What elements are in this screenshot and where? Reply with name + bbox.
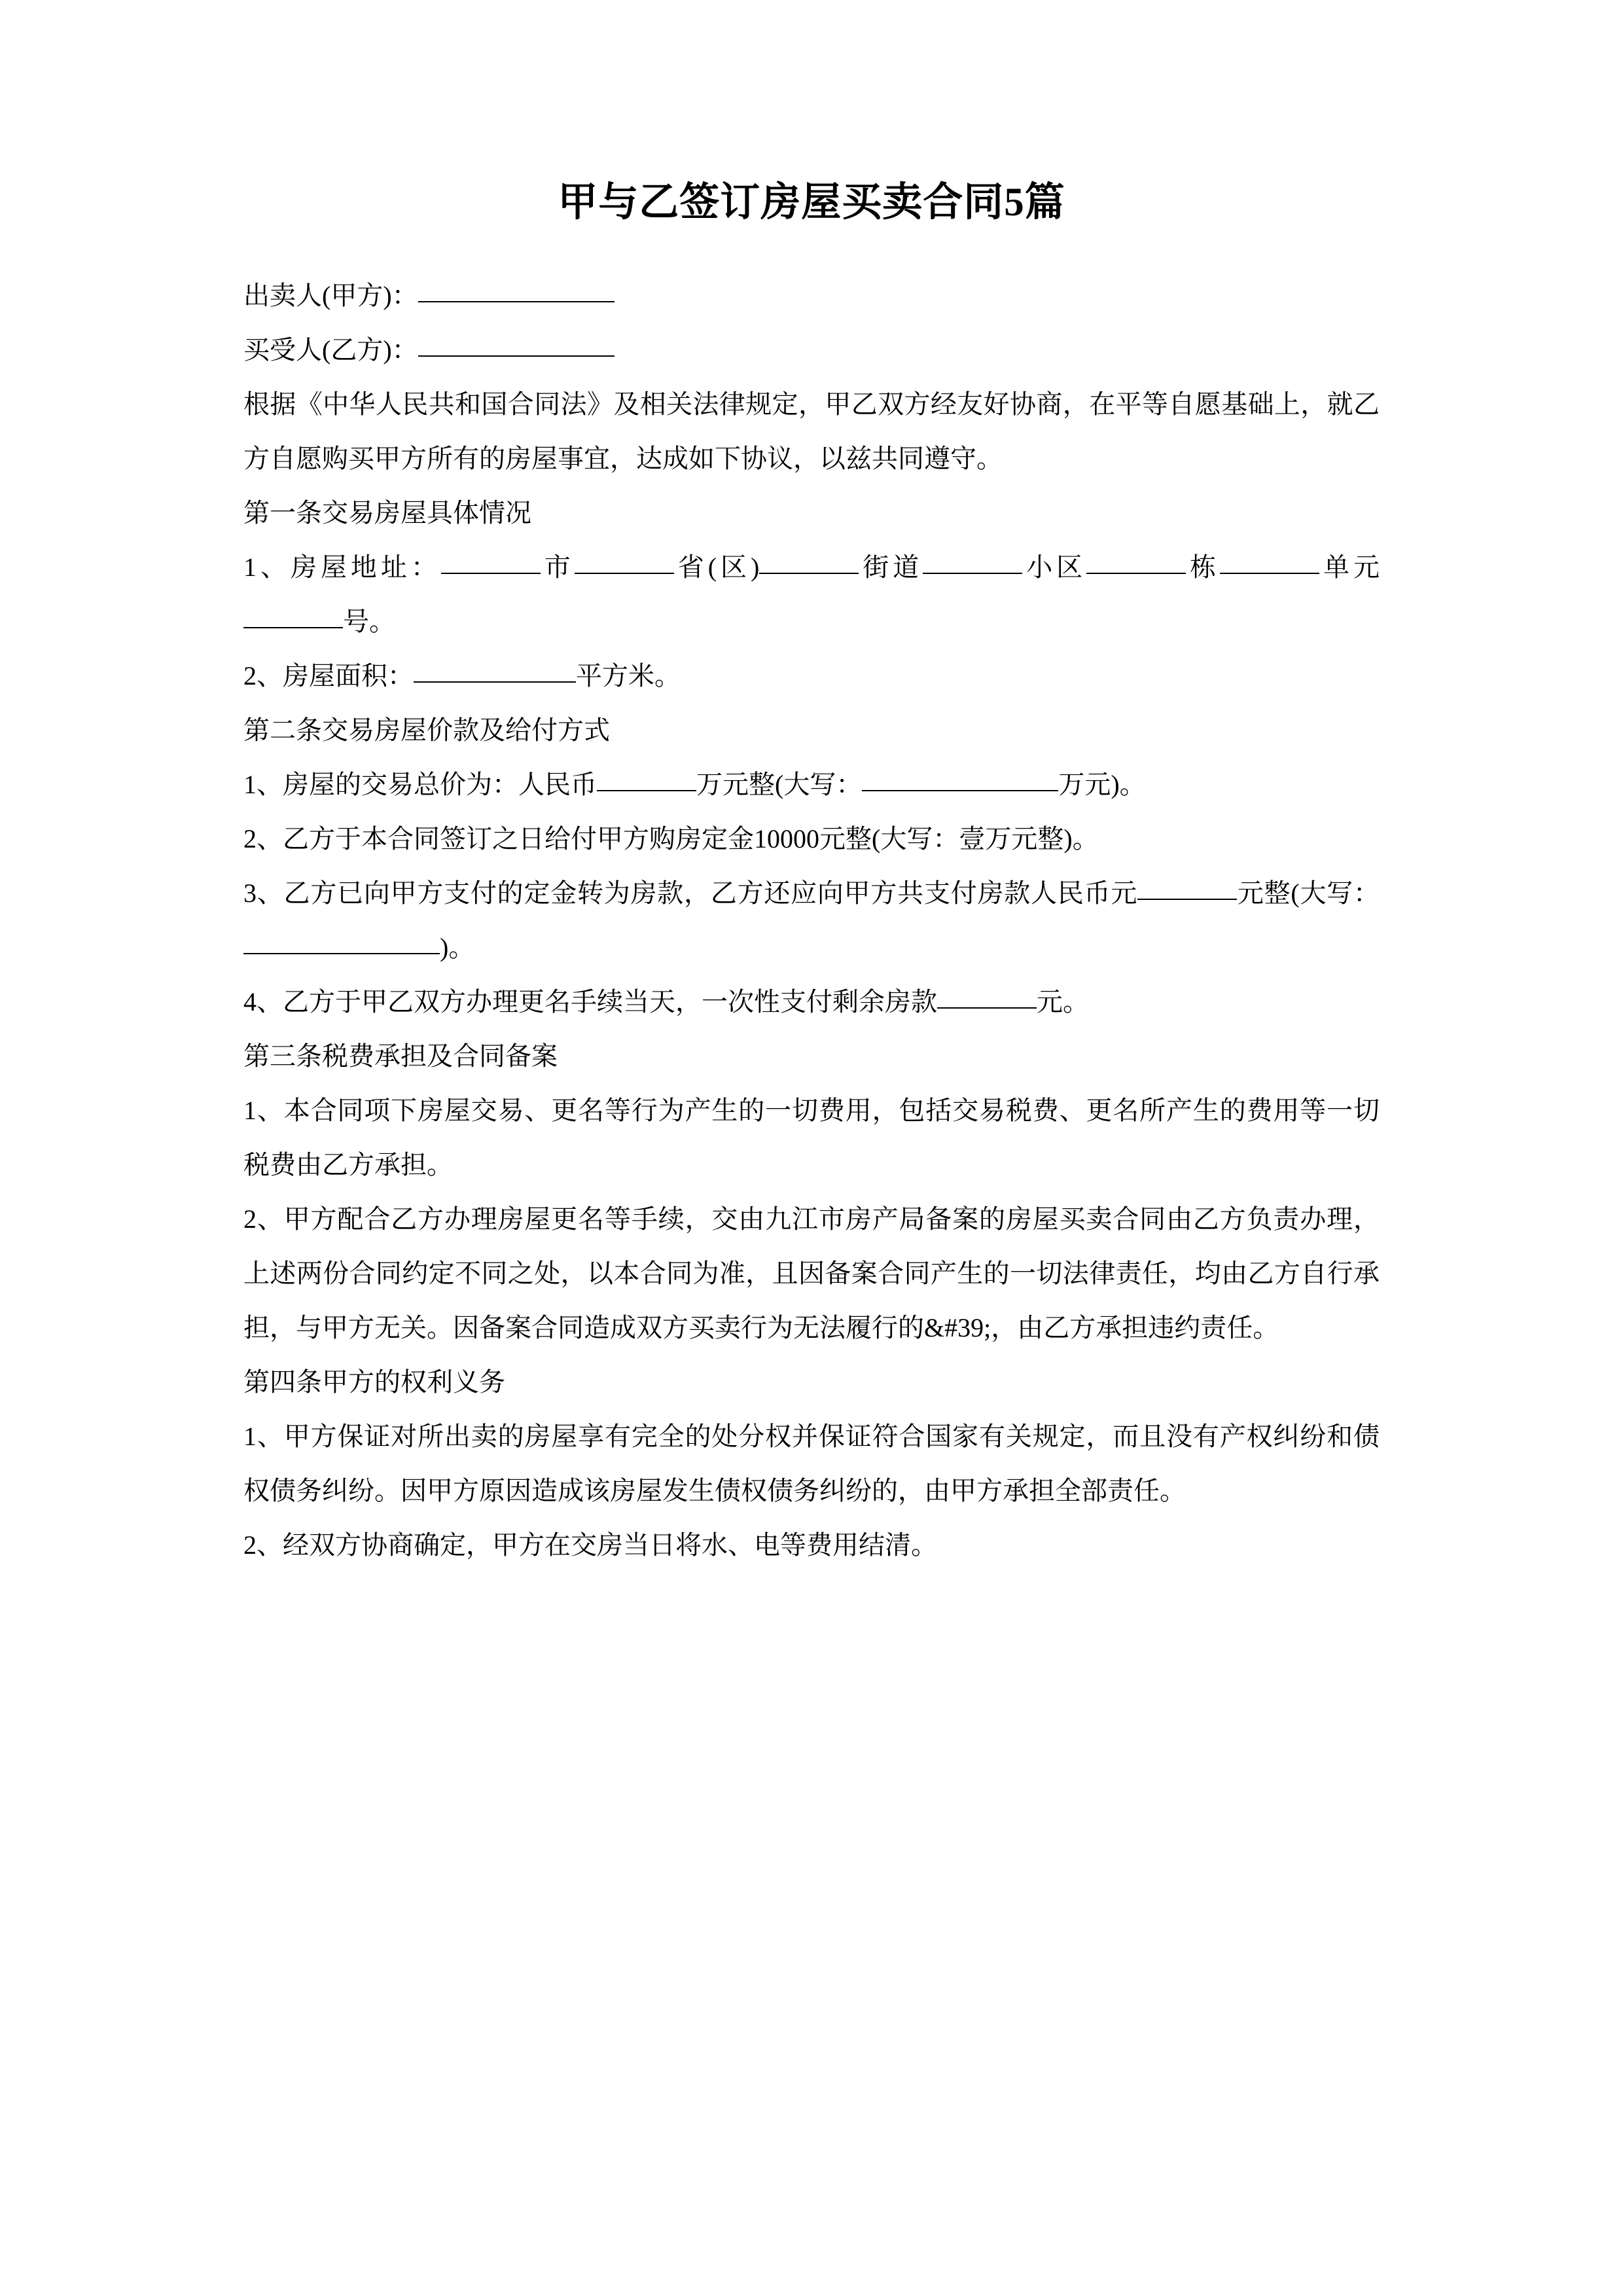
buyer-line [243,323,1380,377]
article-item [243,1518,1380,1572]
fill-in-blank[interactable] [759,548,859,575]
article-item [243,866,1380,975]
item-number: 4、 [243,987,283,1017]
article-item [243,757,1380,812]
article-item [243,1192,1380,1355]
item-number: 1、 [243,1422,284,1452]
item-text: 乙方于甲乙双方办理更名手续当天，一次性支付剩余房款 [283,987,937,1017]
item-number: 2、 [243,1204,284,1234]
item-number: 1、 [243,770,283,800]
fill-in-blank[interactable] [937,982,1037,1009]
article-item [243,975,1380,1029]
item-text: 街道 [859,552,923,583]
buyer-label: 买受人(乙方)： [243,335,418,365]
item-text: 元。 [1037,987,1089,1017]
seller-blank[interactable] [418,276,615,303]
item-text: 平方米。 [576,661,681,691]
item-text: 乙方于本合同签订之日给付甲方购房定金10000元整(大写：壹万元整)。 [283,824,1099,854]
fill-in-blank[interactable] [1220,548,1319,575]
item-text: 栋 [1186,552,1221,583]
preamble-paragraph: 根据《中华人民共和国合同法》及相关法律规定，甲乙双方经友好协商，在平等自愿基础上，就乙方自愿购买甲方所有的房屋事宜，达成如下协议，以兹共同遵守。 [243,389,1380,474]
item-text: 省(区) [673,552,760,583]
fill-in-blank[interactable] [414,656,576,683]
item-text: 乙方已向甲方支付的定金转为房款，乙方还应向甲方共支付房款人民币元 [283,878,1138,908]
fill-in-blank[interactable] [862,765,1058,792]
article-heading: 第一条交易房屋具体情况 [243,498,531,528]
item-text: 房屋的交易总价为：人民币 [283,770,597,800]
item-text: 本合同项下房屋交易、更名等行为产生的一切费用，包括交易税费、更名所产生的费用等一切税费由乙方承担。 [243,1096,1380,1180]
item-number: 1、 [243,552,291,583]
item-number: 2、 [243,824,283,854]
fill-in-blank[interactable] [1086,548,1186,575]
article-item [243,649,1380,703]
buyer-blank[interactable] [418,331,615,357]
article-item [243,540,1380,649]
item-text: )。 [440,933,475,963]
item-text: 万元整(大写： [696,770,863,800]
seller-label: 出卖人(甲方)： [243,281,418,311]
fill-in-blank[interactable] [243,602,343,629]
fill-in-blank[interactable] [597,765,696,792]
item-text: 万元)。 [1058,770,1146,800]
article-heading: 第三条税费承担及合同备案 [243,1041,558,1071]
item-text: 甲方保证对所出卖的房屋享有完全的处分权并保证符合国家有关规定，而且没有产权纠纷和债权债务纠纷。因甲方原因造成该房屋发生债权债务纠纷的，由甲方承担全部责任。 [243,1422,1380,1506]
document-content [243,178,1380,1572]
fill-in-blank[interactable] [441,548,541,575]
fill-in-blank[interactable] [575,548,674,575]
seller-line [243,268,1380,323]
item-number: 1、 [243,1096,284,1126]
article-item [243,1083,1380,1192]
item-number: 3、 [243,878,284,908]
item-text: 小区 [1022,552,1087,583]
item-text: 元整(大写： [1237,878,1380,908]
articles-container [243,486,1380,1572]
article-item [243,1409,1380,1518]
article-heading: 第四条甲方的权利义务 [243,1367,505,1397]
item-text: 甲方配合乙方办理房屋更名等手续，交由九江市房产局备案的房屋买卖合同由乙方负责办理，上述两份合同约定不同之处，以本合同为准，且因备案合同产生的一切法律责任，均由乙方自行承担，与甲方无关。因备案合同造成双方买卖行为无法履行的&#39;，由乙方承担违约责任。 [243,1204,1380,1343]
item-text: 经双方协商确定，甲方在交房当日将水、电等费用结清。 [283,1530,937,1560]
item-number: 2、 [243,661,283,691]
item-text: 房屋面积： [283,661,414,691]
fill-in-blank[interactable] [923,548,1022,575]
item-text: 单元 [1319,552,1380,583]
page-title: 甲与乙签订房屋买卖合同5篇 [558,181,1065,224]
item-text: 房屋地址： [290,552,441,583]
fill-in-blank[interactable] [1137,874,1237,901]
item-number: 2、 [243,1530,283,1560]
article-heading: 第二条交易房屋价款及给付方式 [243,715,610,745]
fill-in-blank[interactable] [243,928,440,955]
item-text: 市 [540,552,575,583]
item-text: 号。 [343,607,395,637]
article-item [243,812,1380,866]
